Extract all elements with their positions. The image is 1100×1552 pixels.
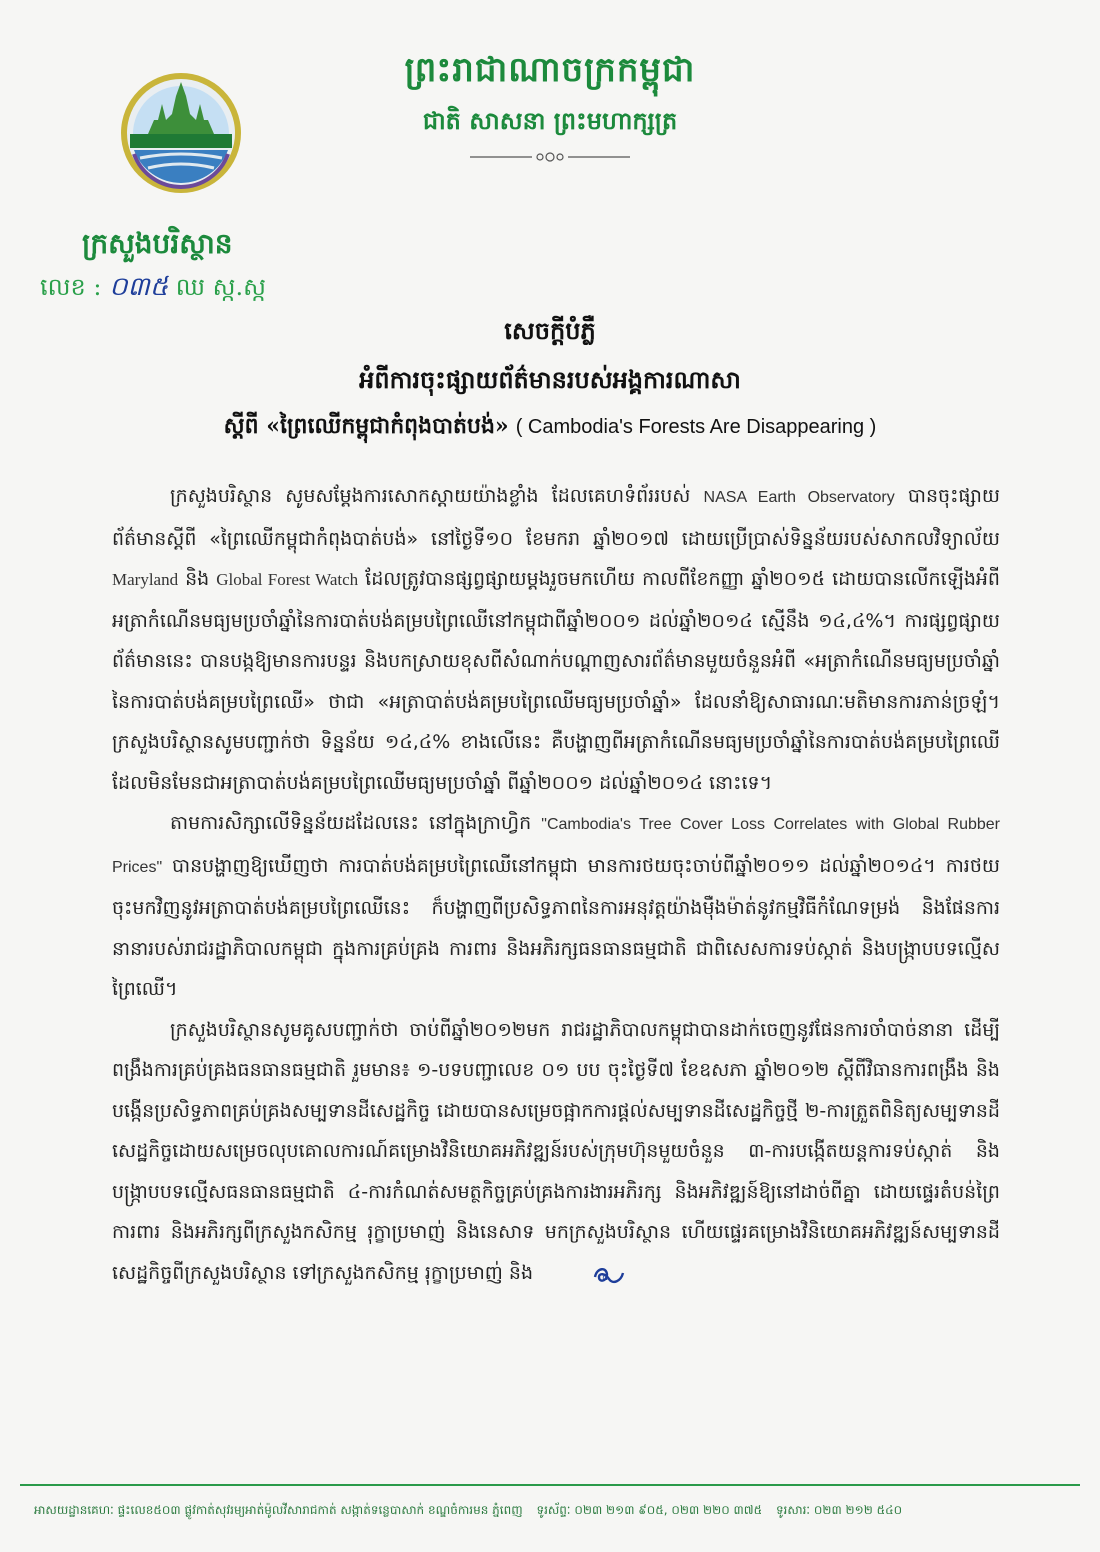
- handwritten-mark-icon: [591, 1263, 625, 1287]
- p1-text-d: ដែលត្រូវបានផ្សព្វផ្សាយម្ដងរួចមកហើយ កាលពីខែកញ្ញា ឆ្នាំ២០១៥ ដោយបានលើកឡើងអំពីអត្រាកំណើនមធ្យមប្រចាំឆ្នាំនៃការបាត់បង់គម្របព្រៃឈើនៅកម្ពុជាពីឆ្នាំ២០០១ ដល់ឆ្នាំ២០១៤ ស្មើនឹង ១៤,៤%។ ការផ្សព្វផ្សាយព័ត៌មាននេះ បានបង្កឱ្យមានការបន្ទរ និងបកស្រាយខុសពីសំណាក់បណ្ដាញសារព័ត៌មានមួយចំនួនអំពី «អត្រាកំណើនមធ្យមប្រចាំឆ្នាំនៃការបាត់បង់គម្របព្រៃឈើ» ថាជា «អត្រាបាត់បង់គម្របព្រៃឈើមធ្យមប្រចាំឆ្នាំ» ដែលនាំឱ្យសាធារណៈមតិមានការភាន់ច្រឡំ។ ក្រសួងបរិស្ថានសូមបញ្ជាក់ថា ទិន្នន័យ ១៤,៤% ខាងលើនេះ គឺបង្ហាញពីអត្រាកំណើនមធ្យមប្រចាំឆ្នាំនៃការបាត់បង់គម្របព្រៃឈើ ដែលមិនមែនជាអត្រាបាត់បង់គម្របព្រៃឈើមធ្យមប្រចាំឆ្នាំ ពីឆ្នាំ២០០១ ដល់ឆ្នាំ២០១៤ នោះទេ។: [112, 568, 1000, 794]
- p1-gfw: Global Forest Watch: [216, 570, 359, 589]
- ministry-name: ក្រសួងបរិស្ថាន: [82, 227, 233, 260]
- reference-suffix: ឈ ស្ក.ស្ក: [175, 273, 267, 301]
- paragraph-2: [112, 803, 1000, 1010]
- footer-phone: ទូរស័ព្ទៈ ០២៣ ២១៣ ៩០៥, ០២៣ ២២០ ៣៧៥: [536, 1503, 763, 1517]
- reference-number: [40, 270, 266, 308]
- p2-text-a: តាមការសិក្សាលើទិន្នន័យដដែលនេះ នៅក្នុងក្រាហ្វិក: [170, 812, 542, 834]
- kingdom-header: [360, 48, 740, 141]
- paragraph-3: [112, 1010, 1000, 1294]
- p3-text: ក្រសួងបរិស្ថានសូមគូសបញ្ជាក់ថា ចាប់ពីឆ្នាំ២០១២មក រាជរដ្ឋាភិបាលកម្ពុជាបានដាក់ចេញនូវផែនការចាំបាច់នានា ដើម្បីពង្រឹងការគ្រប់គ្រងធនធានធម្មជាតិ រួមមាន៖ ១-បទបញ្ជាលេខ ០១ បប ចុះថ្ងៃទី៧ ខែឧសភា ឆ្នាំ២០១២ ស្ដីពីវិធានការពង្រឹង និងបង្កើនប្រសិទ្ធភាពគ្រប់គ្រងសម្បទានដីសេដ្ឋកិច្ច ដោយបានសម្រេចផ្អាកការផ្ដល់សម្បទានដីសេដ្ឋកិច្ចថ្មី ២-ការត្រួតពិនិត្យសម្បទានដីសេដ្ឋកិច្ចដោយសម្រេចលុបគោលការណ៍គម្រោងវិនិយោគអភិវឌ្ឍន៍របស់ក្រុមហ៊ុនមួយចំនួន ៣-ការបង្កើតយន្តការទប់ស្កាត់ និងបង្រ្កាបបទល្មើសធនធានធម្មជាតិ ៤-ការកំណត់សមត្ថកិច្ចគ្រប់គ្រងការងារអភិរក្ស និងអភិវឌ្ឍន៍ឱ្យនៅដាច់ពីគ្នា ដោយផ្ទេរតំបន់ព្រៃការពារ និងអភិរក្សពីក្រសួងកសិកម្ម រុក្ខាប្រមាញ់ និងនេសាទ មកក្រសួងបរិស្ថាន ហើយផ្ទេរគម្រោងវិនិយោគអភិវឌ្ឍន៍សម្បទានដីសេដ្ឋកិច្ចពីក្រសួងបរិស្ថាន ទៅក្រសួងកសិកម្ម រុក្ខាប្រមាញ់ និង: [112, 1018, 1000, 1284]
- document-body: [112, 476, 1000, 1293]
- page-continue-mark: [533, 1261, 609, 1285]
- title-line-3: [0, 412, 1100, 444]
- p2-text-b: បានបង្ហាញឱ្យឃើញថា ការបាត់បង់គម្របព្រៃឈើនៅកម្ពុជា មានការថយចុះចាប់ពីឆ្នាំ២០១១ ដល់ឆ្នាំ២០១៤។ ការថយចុះមកវិញនូវអត្រាបាត់បង់គម្របព្រៃឈើនេះ ក៏បង្ហាញពីប្រសិទ្ធភាពនៃការអនុវត្តយ៉ាងម៉ឺងម៉ាត់នូវកម្មវិធីកំណែទម្រង់ និងផែនការនានារបស់រាជរដ្ឋាភិបាលកម្ពុជា ក្នុងការគ្រប់គ្រង ការពារ និងអភិរក្សធនធានធម្មជាតិ ជាពិសេសការទប់ស្កាត់ និងបង្រ្កាបបទល្មើសព្រៃឈើ។: [112, 854, 1000, 1000]
- kingdom-name: ព្រះរាជាណាចក្រកម្ពុជា: [404, 50, 696, 90]
- paragraph-1: [112, 476, 1000, 803]
- p1-text-a: ក្រសួងបរិស្ថាន សូមសម្ដែងការសោកស្ដាយយ៉ាងខ្លាំង ដែលគេហទំព័ររបស់: [170, 485, 704, 507]
- p1-nasa: NASA Earth Observatory: [703, 489, 895, 506]
- p1-text-b: បានចុះផ្សាយព័ត៌មានស្ដីពី «ព្រៃឈើកម្ពុជាកំពុងបាត់បង់» នៅថ្ងៃទី១០ ខែមករា ឆ្នាំ២០១៧ ដោយប្រើប្រាស់ទិន្នន័យរបស់សាកលវិទ្យាល័យ: [112, 485, 1000, 550]
- p1-text-c: និង: [178, 568, 217, 590]
- title-line-1: សេចក្ដីបំភ្លឺ: [504, 316, 596, 345]
- p1-maryland: Maryland: [112, 570, 179, 589]
- title-line-2: អំពីការចុះផ្សាយព័ត៌មានរបស់អង្គការណាសា: [359, 365, 741, 394]
- divider-ornament-icon: [470, 150, 630, 164]
- document-title: [0, 316, 1100, 444]
- national-motto: ជាតិ សាសនា ព្រះមហាក្សត្រ: [422, 106, 678, 135]
- p2-quote: "Cambodia's Tree Cover Loss Correlates with Global Rubber Prices": [112, 816, 1001, 876]
- footer-divider: [20, 1484, 1080, 1486]
- reference-label: លេខ :: [40, 273, 102, 301]
- title-line-3-english: ( Cambodia's Forests Are Disappearing ): [515, 416, 877, 438]
- footer-contact: [34, 1502, 1084, 1520]
- reference-handwritten-number: ០៣៥: [109, 272, 169, 302]
- footer-fax: ទូរសារៈ ០២៣ ២១២ ៥៤០: [775, 1503, 903, 1517]
- ministry-logo-icon: [118, 70, 244, 196]
- svg-text:៤: ៤: [602, 1273, 609, 1283]
- footer-address: អាសយដ្ឋានគេហៈ ផ្ទះលេខ៥០៣ ផ្លូវកាត់សុវរម្យអាត់ម៉ូលវីសារាជកាត់ សង្កាត់ទន្លេបាសាក់ ខណ្ឌចំការមន ភ្នំពេញ: [34, 1503, 523, 1517]
- title-line-3-khmer: ស្ដីពី «ព្រៃឈើកម្ពុជាកំពុងបាត់បង់»: [223, 413, 509, 439]
